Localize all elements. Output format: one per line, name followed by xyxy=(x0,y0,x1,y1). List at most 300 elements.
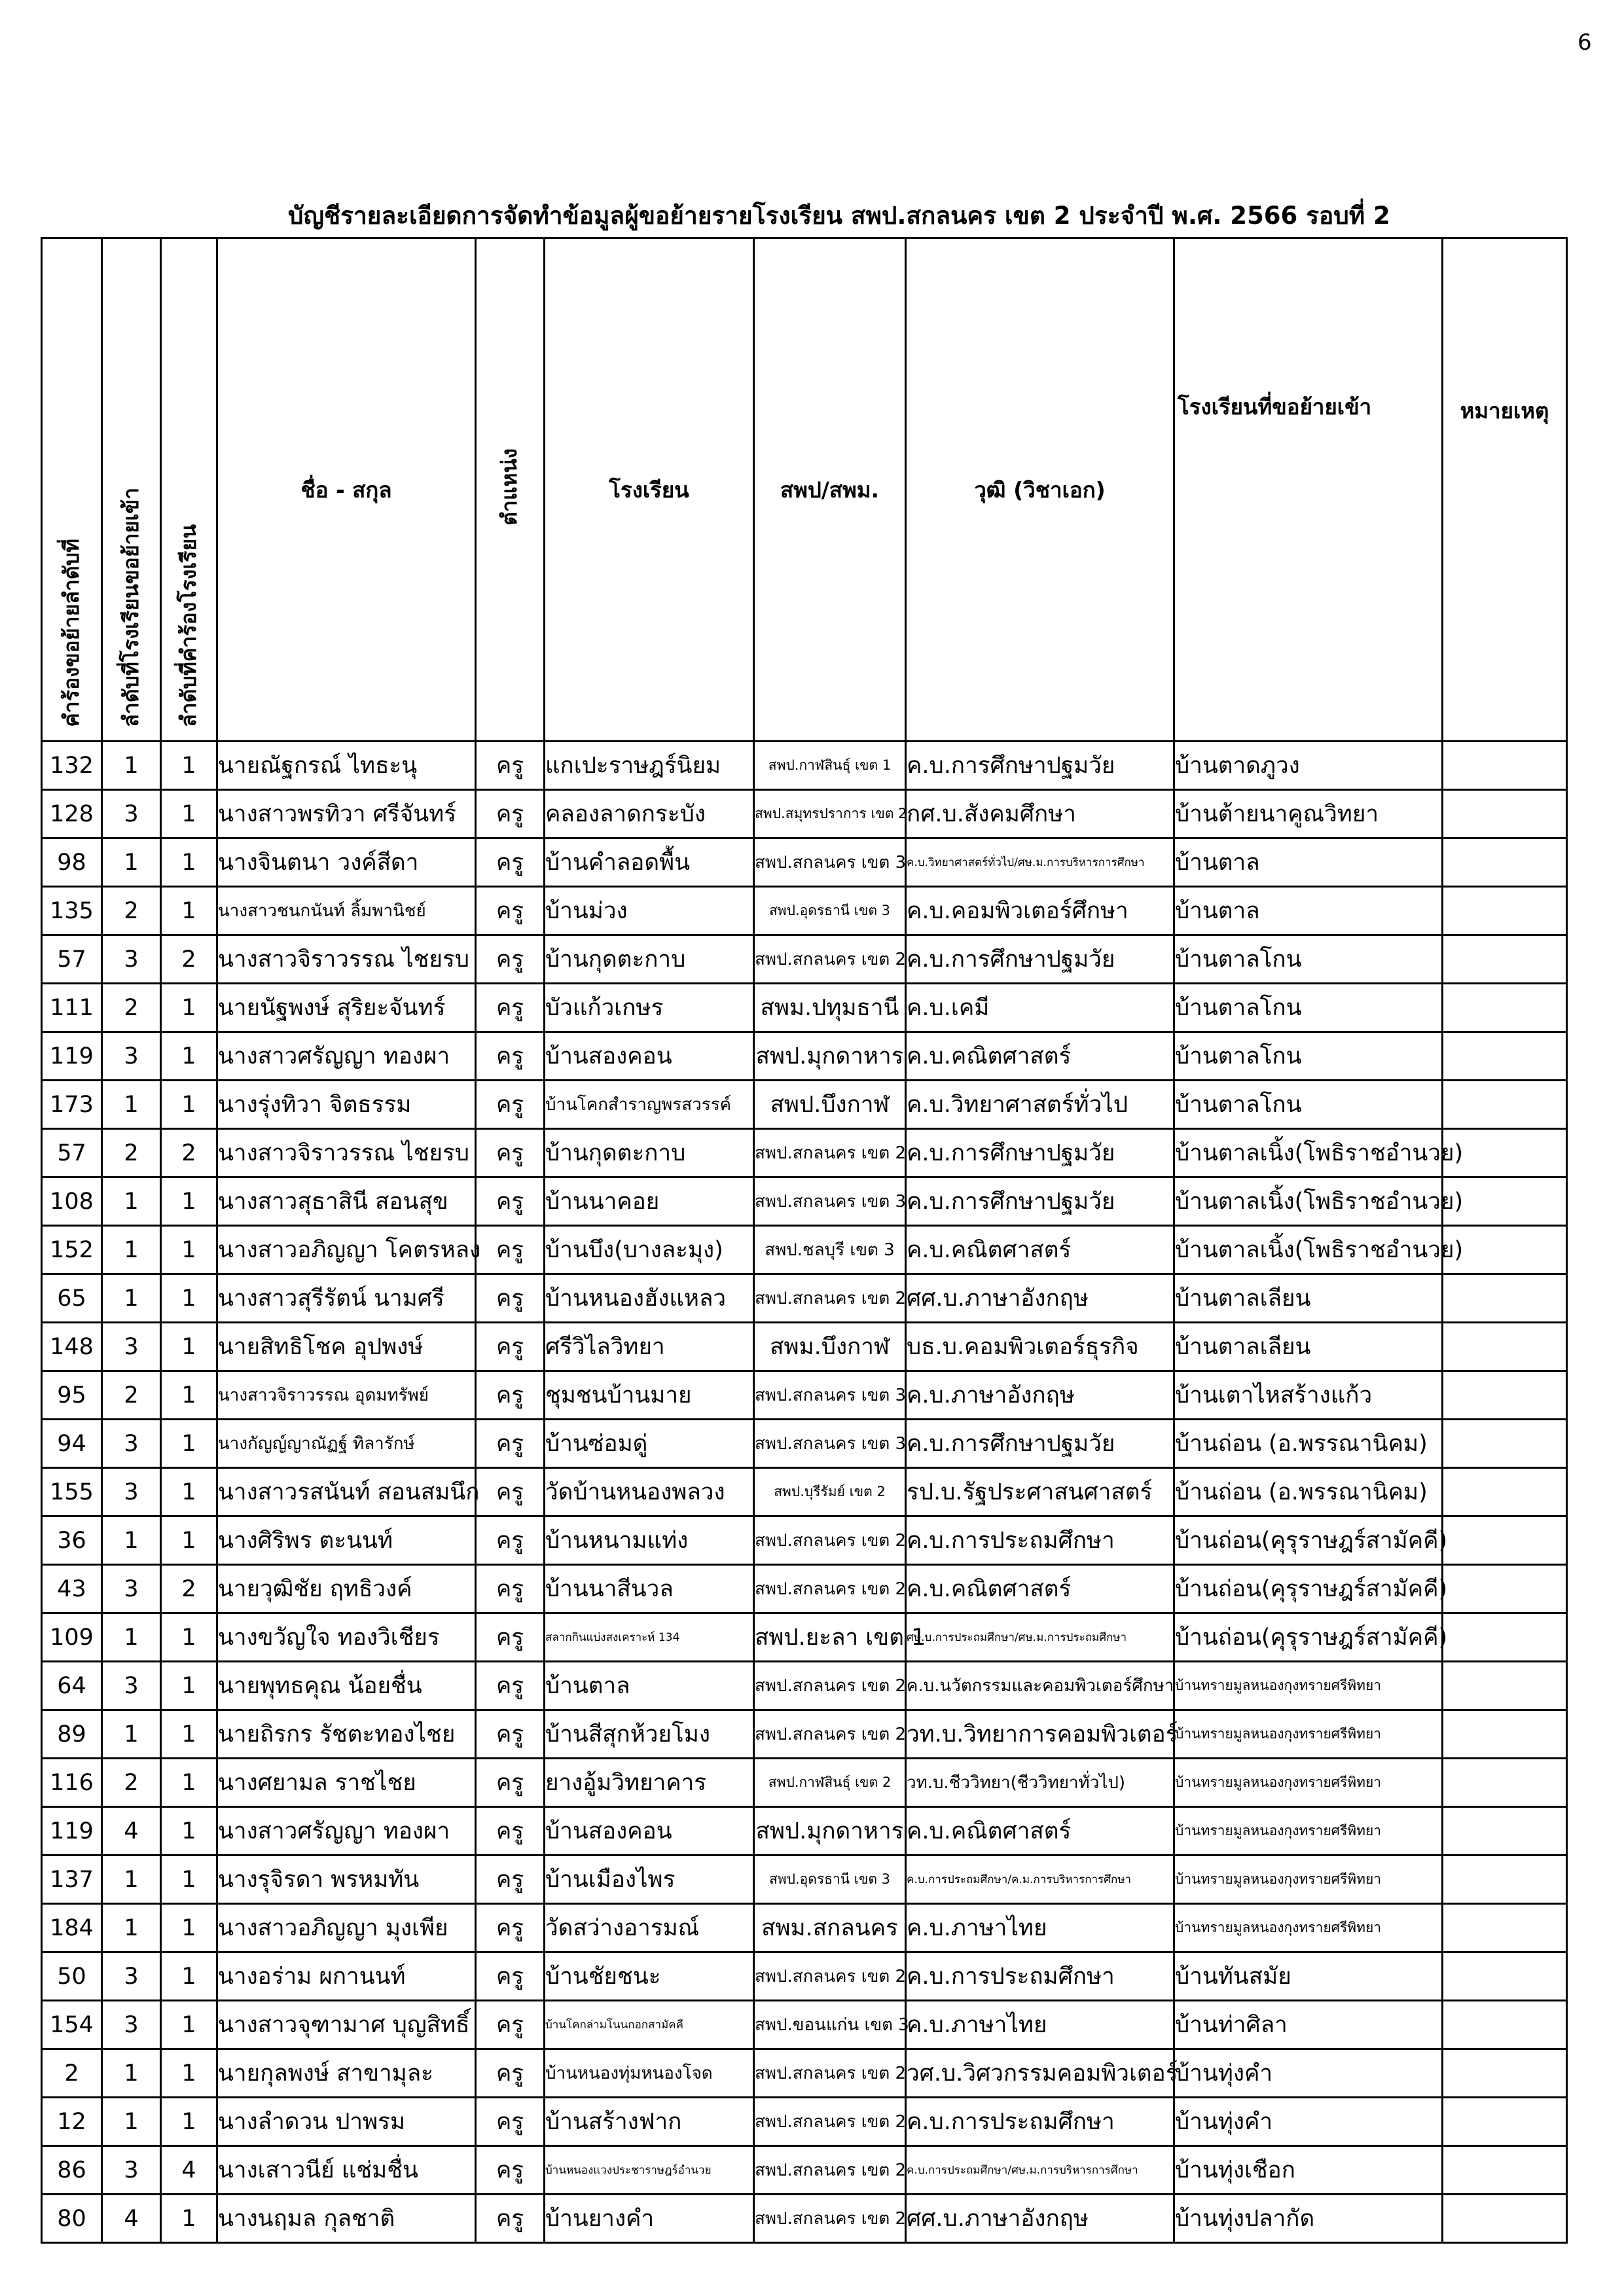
cell-remark xyxy=(1443,1081,1567,1129)
cell-school-request-order: 1 xyxy=(161,838,217,887)
cell-name: นางสาวจิราวรรณ อุดมทรัพย์ xyxy=(217,1371,476,1420)
cell-degree: ค.บ.นวัตกรรมและคอมพิวเตอร์ศึกษา xyxy=(906,1662,1174,1710)
cell-target-school: บ้านตาลโกน xyxy=(1174,984,1443,1032)
cell-target-school: บ้านทรายมูลหนองกุงทรายศรีพิทยา xyxy=(1174,1759,1443,1807)
cell-position: ครู xyxy=(476,1516,545,1565)
cell-school-request-order: 1 xyxy=(161,1032,217,1081)
cell-school: บ้านหนามแท่ง xyxy=(545,1516,754,1565)
cell-degree: รป.บ.รัฐประศาสนศาสตร์ xyxy=(906,1468,1174,1516)
cell-degree: วท.บ.ชีววิทยา(ชีววิทยาทั่วไป) xyxy=(906,1759,1174,1807)
cell-school-receive-order: 3 xyxy=(102,935,161,984)
cell-request-order: 109 xyxy=(42,1613,102,1662)
table-row xyxy=(42,1129,1567,1177)
cell-name: นางกัญญ์ญาณัฏฐ์ ทิลารักษ์ xyxy=(217,1420,476,1468)
header-name: ชื่อ - สกุล xyxy=(217,238,476,742)
cell-school: คลองลาดกระบัง xyxy=(545,790,754,838)
header-office: สพป/สพม. xyxy=(754,238,906,742)
cell-school-request-order: 1 xyxy=(161,1516,217,1565)
cell-name: นายพุทธคุณ น้อยชื่น xyxy=(217,1662,476,1710)
cell-school-receive-order: 3 xyxy=(102,2001,161,2049)
cell-request-order: 57 xyxy=(42,1129,102,1177)
cell-name: นางเสาวนีย์ แช่มชื่น xyxy=(217,2146,476,2195)
cell-position: ครู xyxy=(476,1032,545,1081)
cell-name: นางสาวอภิญญา มุงเพีย xyxy=(217,1904,476,1952)
cell-school: บัวแก้วเกษร xyxy=(545,984,754,1032)
cell-target-school: บ้านตาลเลียน xyxy=(1174,1323,1443,1371)
cell-position: ครู xyxy=(476,1662,545,1710)
cell-office: สพป.สกลนคร เขต 2 xyxy=(754,1710,906,1759)
cell-target-school: บ้านตาล xyxy=(1174,887,1443,935)
cell-target-school: บ้านตาลโกน xyxy=(1174,935,1443,984)
cell-school: สลากกินแบ่งสงเคราะห์ 134 xyxy=(545,1613,754,1662)
cell-school-request-order: 4 xyxy=(161,2146,217,2195)
cell-school-request-order: 1 xyxy=(161,984,217,1032)
cell-degree: ค.บ.การศึกษาปฐมวัย xyxy=(906,935,1174,984)
cell-remark xyxy=(1443,1613,1567,1662)
cell-office: สพป.สกลนคร เขต 2 xyxy=(754,2098,906,2146)
cell-target-school: บ้านทุ่งเชือก xyxy=(1174,2146,1443,2195)
cell-school-receive-order: 3 xyxy=(102,2146,161,2195)
cell-target-school: บ้านตาลเนิ้ง(โพธิราชอำนวย) xyxy=(1174,1177,1443,1226)
cell-school-receive-order: 3 xyxy=(102,1032,161,1081)
cell-remark xyxy=(1443,2098,1567,2146)
cell-position: ครู xyxy=(476,1177,545,1226)
cell-degree: ค.บ.คณิตศาสตร์ xyxy=(906,1565,1174,1613)
cell-target-school: บ้านต้ายนาคูณวิทยา xyxy=(1174,790,1443,838)
cell-school-receive-order: 1 xyxy=(102,2098,161,2146)
cell-remark xyxy=(1443,935,1567,984)
cell-target-school: บ้านทรายมูลหนองกุงทรายศรีพิทยา xyxy=(1174,1662,1443,1710)
cell-office: สพป.สกลนคร เขต 3 xyxy=(754,1420,906,1468)
cell-degree: ค.บ.การประถมศึกษา/ศษ.ม.การบริหารการศึกษา xyxy=(906,2146,1174,2195)
document-title: บัญชีรายละเอียดการจัดทำข้อมูลผู้ขอย้ายรายโรงเรียน สพป.สกลนคร เขต 2 ประจำปี พ.ศ. 2566 รอบที่ 2 xyxy=(288,202,1390,230)
cell-position: ครู xyxy=(476,935,545,984)
cell-school: บ้านโคกล่ามโนนกอกสามัคคี xyxy=(545,2001,754,2049)
cell-school-request-order: 1 xyxy=(161,2098,217,2146)
cell-request-order: 135 xyxy=(42,887,102,935)
cell-school-request-order: 1 xyxy=(161,1081,217,1129)
cell-position: ครู xyxy=(476,2195,545,2243)
cell-remark xyxy=(1443,2146,1567,2195)
cell-office: สพป.สกลนคร เขต 2 xyxy=(754,1129,906,1177)
cell-name: นายนัฐพงษ์ สุริยะจันทร์ xyxy=(217,984,476,1032)
cell-target-school: บ้านท่าศิลา xyxy=(1174,2001,1443,2049)
table-row xyxy=(42,1516,1567,1565)
cell-name: นางศยามล ราชไชย xyxy=(217,1759,476,1807)
cell-school-receive-order: 1 xyxy=(102,2049,161,2098)
cell-school-receive-order: 2 xyxy=(102,1129,161,1177)
cell-school: บ้านสร้างฟาก xyxy=(545,2098,754,2146)
cell-position: ครู xyxy=(476,1081,545,1129)
table-row xyxy=(42,838,1567,887)
cell-name: นายถิรกร รัชตะทองไชย xyxy=(217,1710,476,1759)
cell-position: ครู xyxy=(476,2001,545,2049)
cell-school-receive-order: 1 xyxy=(102,1904,161,1952)
cell-degree: ค.บ.เคมี xyxy=(906,984,1174,1032)
cell-school: วัดสว่างอารมณ์ xyxy=(545,1904,754,1952)
cell-school: แกเปะราษฎร์นิยม xyxy=(545,742,754,790)
cell-position: ครู xyxy=(476,1468,545,1516)
cell-degree: ค.บ.การศึกษาปฐมวัย xyxy=(906,742,1174,790)
cell-request-order: 184 xyxy=(42,1904,102,1952)
table-row xyxy=(42,1226,1567,1274)
cell-school: บ้านหนองฮังแหลว xyxy=(545,1274,754,1323)
cell-school-request-order: 1 xyxy=(161,1468,217,1516)
cell-target-school: บ้านทรายมูลหนองกุงทรายศรีพิทยา xyxy=(1174,1710,1443,1759)
cell-degree: ค.บ.วิทยาศาสตร์ทั่วไป xyxy=(906,1081,1174,1129)
cell-position: ครู xyxy=(476,1323,545,1371)
cell-school-receive-order: 3 xyxy=(102,1662,161,1710)
cell-degree: ค.บ.วิทยาศาสตร์ทั่วไป/ศษ.ม.การบริหารการศึกษา xyxy=(906,838,1174,887)
cell-school-receive-order: 1 xyxy=(102,1274,161,1323)
cell-position: ครู xyxy=(476,1613,545,1662)
cell-office: สพป.สกลนคร เขต 3 xyxy=(754,1177,906,1226)
cell-request-order: 94 xyxy=(42,1420,102,1468)
cell-remark xyxy=(1443,1516,1567,1565)
cell-school-receive-order: 2 xyxy=(102,1371,161,1420)
cell-school-receive-order: 1 xyxy=(102,838,161,887)
cell-degree: ค.บ.คอมพิวเตอร์ศึกษา xyxy=(906,887,1174,935)
cell-school-request-order: 1 xyxy=(161,1662,217,1710)
cell-target-school: บ้านทันสมัย xyxy=(1174,1952,1443,2001)
cell-request-order: 173 xyxy=(42,1081,102,1129)
cell-position: ครู xyxy=(476,1129,545,1177)
cell-school: บ้านชัยชนะ xyxy=(545,1952,754,2001)
cell-target-school: บ้านตาลเนิ้ง(โพธิราชอำนวย) xyxy=(1174,1226,1443,1274)
transfer-request-table xyxy=(41,237,1568,2244)
cell-name: นายณัฐกรณ์ ไทธะนุ xyxy=(217,742,476,790)
cell-office: สพป.สมุทรปราการ เขต 2 xyxy=(754,790,906,838)
cell-school-request-order: 2 xyxy=(161,1565,217,1613)
cell-remark xyxy=(1443,1274,1567,1323)
cell-school-receive-order: 4 xyxy=(102,1807,161,1856)
cell-office: สพป.ขอนแก่น เขต 3 xyxy=(754,2001,906,2049)
cell-office: สพป.บุรีรัมย์ เขต 2 xyxy=(754,1468,906,1516)
cell-target-school: บ้านตาล xyxy=(1174,838,1443,887)
table-body xyxy=(42,742,1567,2243)
page-number: 6 xyxy=(1578,29,1592,56)
cell-degree: ศศ.บ.ภาษาอังกฤษ xyxy=(906,1274,1174,1323)
cell-school: บ้านหนองทุ่มหนองโจด xyxy=(545,2049,754,2098)
cell-name: นางสาวอภิญญา โคตรหลง xyxy=(217,1226,476,1274)
cell-remark xyxy=(1443,1662,1567,1710)
cell-school-receive-order: 1 xyxy=(102,1177,161,1226)
cell-name: นางสาวรสนันท์ สอนสมนึก xyxy=(217,1468,476,1516)
cell-name: นางรุ่งทิวา จิตธรรม xyxy=(217,1081,476,1129)
cell-degree: ค.บ.การประถมศึกษา xyxy=(906,1516,1174,1565)
cell-office: สพป.ชลบุรี เขต 3 xyxy=(754,1226,906,1274)
cell-office: สพป.สกลนคร เขต 2 xyxy=(754,2049,906,2098)
table-row xyxy=(42,1274,1567,1323)
cell-remark xyxy=(1443,838,1567,887)
cell-position: ครู xyxy=(476,1565,545,1613)
cell-position: ครู xyxy=(476,1710,545,1759)
cell-school-receive-order: 3 xyxy=(102,1952,161,2001)
cell-request-order: 80 xyxy=(42,2195,102,2243)
cell-school-request-order: 1 xyxy=(161,1710,217,1759)
cell-name: นางสาวชนกนันท์ ลิ้มพานิชย์ xyxy=(217,887,476,935)
cell-school-request-order: 1 xyxy=(161,2049,217,2098)
cell-office: สพม.สกลนคร xyxy=(754,1904,906,1952)
table-row xyxy=(42,1081,1567,1129)
cell-request-order: 65 xyxy=(42,1274,102,1323)
cell-school-receive-order: 1 xyxy=(102,1856,161,1904)
cell-school-request-order: 1 xyxy=(161,790,217,838)
cell-school-request-order: 1 xyxy=(161,1274,217,1323)
cell-request-order: 108 xyxy=(42,1177,102,1226)
cell-remark xyxy=(1443,1952,1567,2001)
table-row xyxy=(42,1662,1567,1710)
cell-request-order: 119 xyxy=(42,1807,102,1856)
cell-school: บ้านสีสุกห้วยโมง xyxy=(545,1710,754,1759)
cell-request-order: 12 xyxy=(42,2098,102,2146)
cell-name: นายสิทธิโชค อุปพงษ์ xyxy=(217,1323,476,1371)
cell-degree: วศ.บ.วิศวกรรมคอมพิวเตอร์ xyxy=(906,2049,1174,2098)
table-row xyxy=(42,935,1567,984)
cell-school: บ้านหนองแวงประชาราษฎร์อำนวย xyxy=(545,2146,754,2195)
cell-school-receive-order: 4 xyxy=(102,2195,161,2243)
cell-degree: ค.บ.ภาษาไทย xyxy=(906,2001,1174,2049)
cell-position: ครู xyxy=(476,1904,545,1952)
cell-name: นางขวัญใจ ทองวิเชียร xyxy=(217,1613,476,1662)
cell-target-school: บ้านทุ่งปลากัด xyxy=(1174,2195,1443,2243)
cell-school-receive-order: 2 xyxy=(102,984,161,1032)
cell-position: ครู xyxy=(476,1807,545,1856)
cell-office: สพป.สกลนคร เขต 2 xyxy=(754,2146,906,2195)
cell-request-order: 119 xyxy=(42,1032,102,1081)
cell-office: สพป.สกลนคร เขต 2 xyxy=(754,2195,906,2243)
cell-office: สพป.อุดรธานี เขต 3 xyxy=(754,887,906,935)
cell-school: บ้านม่วง xyxy=(545,887,754,935)
cell-name: นางสาวศรัญญา ทองผา xyxy=(217,1032,476,1081)
cell-school-receive-order: 2 xyxy=(102,887,161,935)
cell-degree: ค.บ.การประถมศึกษา/ค.ม.การบริหารการศึกษา xyxy=(906,1856,1174,1904)
cell-target-school: บ้านทุ่งคำ xyxy=(1174,2049,1443,2098)
cell-name: นางอร่าม ผกานนท์ xyxy=(217,1952,476,2001)
cell-position: ครู xyxy=(476,2098,545,2146)
cell-name: นางสาวจุฑามาศ บุญสิทธิ์ xyxy=(217,2001,476,2049)
table-row xyxy=(42,1807,1567,1856)
cell-degree: ค.บ.คณิตศาสตร์ xyxy=(906,1807,1174,1856)
cell-remark xyxy=(1443,1710,1567,1759)
cell-office: สพป.สกลนคร เขต 2 xyxy=(754,1565,906,1613)
cell-school: บ้านคำลอดพื้น xyxy=(545,838,754,887)
header-degree: วุฒิ (วิชาเอก) xyxy=(906,238,1174,742)
header-school: โรงเรียน xyxy=(545,238,754,742)
cell-remark xyxy=(1443,887,1567,935)
table-row xyxy=(42,1759,1567,1807)
header-request-order: คำร้องขอย้ายลำดับที่ xyxy=(42,238,102,742)
cell-remark xyxy=(1443,984,1567,1032)
table-row xyxy=(42,742,1567,790)
cell-school: บ้านกุดตะกาบ xyxy=(545,1129,754,1177)
cell-remark xyxy=(1443,2001,1567,2049)
cell-office: สพป.สกลนคร เขต 2 xyxy=(754,1516,906,1565)
cell-target-school: บ้านทรายมูลหนองกุงทรายศรีพิทยา xyxy=(1174,1807,1443,1856)
cell-office: สพป.กาฬสินธุ์ เขต 1 xyxy=(754,742,906,790)
table-row xyxy=(42,1856,1567,1904)
cell-name: นางสาวจิราวรรณ ไชยรบ xyxy=(217,935,476,984)
cell-school: ชุมชนบ้านมาย xyxy=(545,1371,754,1420)
cell-request-order: 95 xyxy=(42,1371,102,1420)
cell-office: สพป.มุกดาหาร xyxy=(754,1807,906,1856)
cell-degree: บธ.บ.คอมพิวเตอร์ธุรกิจ xyxy=(906,1323,1174,1371)
cell-school-request-order: 1 xyxy=(161,1226,217,1274)
cell-position: ครู xyxy=(476,1856,545,1904)
cell-degree: ค.บ.การศึกษาปฐมวัย xyxy=(906,1420,1174,1468)
cell-target-school: บ้านถ่อน (อ.พรรณานิคม) xyxy=(1174,1468,1443,1516)
table-row xyxy=(42,2049,1567,2098)
cell-request-order: 64 xyxy=(42,1662,102,1710)
cell-school-request-order: 2 xyxy=(161,935,217,984)
cell-school-receive-order: 3 xyxy=(102,1323,161,1371)
cell-degree: ค.บ.การศึกษาปฐมวัย xyxy=(906,1177,1174,1226)
cell-request-order: 116 xyxy=(42,1759,102,1807)
cell-name: นางสาวสุรีรัตน์ นามศรี xyxy=(217,1274,476,1323)
cell-degree: กศ.บ.สังคมศึกษา xyxy=(906,790,1174,838)
table-row xyxy=(42,1904,1567,1952)
cell-office: สพป.บึงกาฬ xyxy=(754,1081,906,1129)
cell-target-school: บ้านถ่อน (อ.พรรณานิคม) xyxy=(1174,1420,1443,1468)
cell-school-receive-order: 1 xyxy=(102,1710,161,1759)
cell-school-request-order: 1 xyxy=(161,742,217,790)
cell-name: นางสาวศรัญญา ทองผา xyxy=(217,1807,476,1856)
cell-position: ครู xyxy=(476,1226,545,1274)
cell-position: ครู xyxy=(476,1759,545,1807)
cell-degree: วท.บ.วิทยาการคอมพิวเตอร์ xyxy=(906,1710,1174,1759)
cell-request-order: 152 xyxy=(42,1226,102,1274)
cell-office: สพม.บึงกาฬ xyxy=(754,1323,906,1371)
cell-office: สพป.สกลนคร เขต 3 xyxy=(754,1371,906,1420)
cell-name: นางศิริพร ตะนนท์ xyxy=(217,1516,476,1565)
cell-remark xyxy=(1443,1468,1567,1516)
cell-request-order: 128 xyxy=(42,790,102,838)
cell-school-receive-order: 3 xyxy=(102,1565,161,1613)
cell-target-school: บ้านเตาไหสร้างแก้ว xyxy=(1174,1371,1443,1420)
cell-school-request-order: 1 xyxy=(161,1613,217,1662)
cell-remark xyxy=(1443,1420,1567,1468)
table-row xyxy=(42,2146,1567,2195)
cell-request-order: 2 xyxy=(42,2049,102,2098)
cell-position: ครู xyxy=(476,2049,545,2098)
cell-degree: ค.บ.ภาษาอังกฤษ xyxy=(906,1371,1174,1420)
cell-school: บ้านสองคอน xyxy=(545,1807,754,1856)
cell-degree: ค.บ.คณิตศาสตร์ xyxy=(906,1032,1174,1081)
cell-school-receive-order: 1 xyxy=(102,1081,161,1129)
cell-school: บ้านกุดตะกาบ xyxy=(545,935,754,984)
cell-request-order: 98 xyxy=(42,838,102,887)
cell-remark xyxy=(1443,2049,1567,2098)
table-row xyxy=(42,1323,1567,1371)
cell-name: นางสาวจิราวรรณ ไชยรบ xyxy=(217,1129,476,1177)
cell-name: นางสาวพรทิวา ศรีจันทร์ xyxy=(217,790,476,838)
cell-name: นางลำดวน ปาพรม xyxy=(217,2098,476,2146)
cell-remark xyxy=(1443,1807,1567,1856)
cell-request-order: 50 xyxy=(42,1952,102,2001)
cell-office: สพป.สกลนคร เขต 2 xyxy=(754,1952,906,2001)
header-remark: หมายเหตุ xyxy=(1443,238,1567,742)
cell-school: บ้านโคกสำราญพรสวรรค์ xyxy=(545,1081,754,1129)
cell-school: บ้านนาสีนวล xyxy=(545,1565,754,1613)
cell-target-school: บ้านตาดภูวง xyxy=(1174,742,1443,790)
cell-office: สพป.สกลนคร เขต 2 xyxy=(754,1274,906,1323)
cell-target-school: บ้านตาลโกน xyxy=(1174,1081,1443,1129)
cell-office: สพป.กาฬสินธุ์ เขต 2 xyxy=(754,1759,906,1807)
cell-position: ครู xyxy=(476,984,545,1032)
cell-target-school: บ้านทรายมูลหนองกุงทรายศรีพิทยา xyxy=(1174,1856,1443,1904)
cell-degree: ค.บ.การประถมศึกษา xyxy=(906,2098,1174,2146)
cell-position: ครู xyxy=(476,887,545,935)
cell-school-receive-order: 2 xyxy=(102,1759,161,1807)
cell-school: บ้านนาคอย xyxy=(545,1177,754,1226)
table-row xyxy=(42,1710,1567,1759)
table-row xyxy=(42,2195,1567,2243)
cell-position: ครู xyxy=(476,1274,545,1323)
table-row xyxy=(42,887,1567,935)
header-school-request-order: ลำดับที่คำร้องโรงเรียน xyxy=(161,238,217,742)
cell-school: วัดบ้านหนองพลวง xyxy=(545,1468,754,1516)
cell-school-receive-order: 1 xyxy=(102,1516,161,1565)
table-row xyxy=(42,984,1567,1032)
cell-name: นางนฤมล กุลชาติ xyxy=(217,2195,476,2243)
cell-request-order: 155 xyxy=(42,1468,102,1516)
cell-remark xyxy=(1443,1904,1567,1952)
cell-school-request-order: 1 xyxy=(161,1904,217,1952)
cell-position: ครู xyxy=(476,1371,545,1420)
cell-request-order: 148 xyxy=(42,1323,102,1371)
table-row xyxy=(42,2098,1567,2146)
cell-office: สพม.ปทุมธานี xyxy=(754,984,906,1032)
cell-target-school: บ้านตาลเนิ้ง(โพธิราชอำนวย) xyxy=(1174,1129,1443,1177)
cell-target-school: บ้านถ่อน(คุรุราษฎร์สามัคคี) xyxy=(1174,1565,1443,1613)
cell-school-receive-order: 3 xyxy=(102,790,161,838)
cell-school: บ้านบึง(บางละมุง) xyxy=(545,1226,754,1274)
cell-office: สพป.ยะลา เขต 1 xyxy=(754,1613,906,1662)
cell-school-receive-order: 1 xyxy=(102,742,161,790)
cell-school-request-order: 1 xyxy=(161,887,217,935)
cell-school: ศรีวิไลวิทยา xyxy=(545,1323,754,1371)
cell-school-request-order: 1 xyxy=(161,2001,217,2049)
header-target-school: โรงเรียนที่ขอย้ายเข้า xyxy=(1174,238,1443,742)
cell-request-order: 86 xyxy=(42,2146,102,2195)
cell-degree: ค.บ.การศึกษาปฐมวัย xyxy=(906,1129,1174,1177)
table-row xyxy=(42,1371,1567,1420)
cell-school-request-order: 1 xyxy=(161,1371,217,1420)
cell-school-request-order: 1 xyxy=(161,1323,217,1371)
cell-remark xyxy=(1443,790,1567,838)
table-row xyxy=(42,2001,1567,2049)
cell-name: นายกุลพงษ์ สาขามุละ xyxy=(217,2049,476,2098)
cell-request-order: 89 xyxy=(42,1710,102,1759)
cell-name: นางสาวสุธาสินี สอนสุข xyxy=(217,1177,476,1226)
cell-remark xyxy=(1443,1856,1567,1904)
cell-office: สพป.อุดรธานี เขต 3 xyxy=(754,1856,906,1904)
cell-school: บ้านตาล xyxy=(545,1662,754,1710)
cell-target-school: บ้านทุ่งคำ xyxy=(1174,2098,1443,2146)
cell-degree: ศศ.บ.ภาษาอังกฤษ xyxy=(906,2195,1174,2243)
cell-remark xyxy=(1443,1759,1567,1807)
table-row xyxy=(42,1420,1567,1468)
cell-request-order: 132 xyxy=(42,742,102,790)
cell-remark xyxy=(1443,1565,1567,1613)
table-row xyxy=(42,1177,1567,1226)
table-row xyxy=(42,1613,1567,1662)
table-row xyxy=(42,1032,1567,1081)
cell-office: สพป.สกลนคร เขต 3 xyxy=(754,838,906,887)
cell-school-request-order: 1 xyxy=(161,1807,217,1856)
cell-position: ครู xyxy=(476,838,545,887)
cell-position: ครู xyxy=(476,1420,545,1468)
